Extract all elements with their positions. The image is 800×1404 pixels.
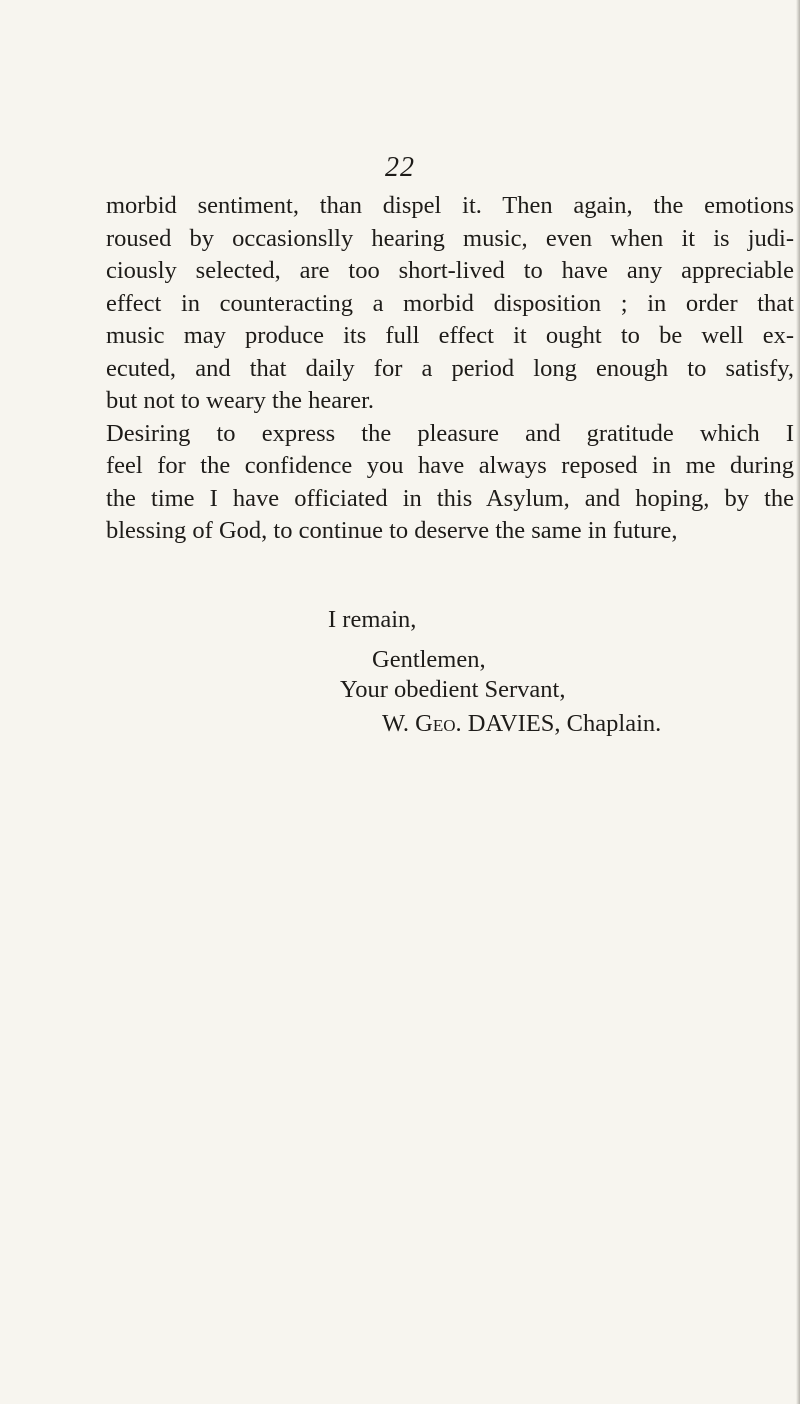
signature-initial: W.	[382, 710, 410, 737]
text-line: music may produce its full effect it ought to be well ex-	[106, 322, 794, 349]
paragraph-2	[106, 418, 794, 548]
body-text	[106, 190, 794, 548]
text-line: morbid sentiment, than dispel it. Then again, the emotions	[106, 192, 794, 219]
paragraph-1	[106, 190, 794, 418]
closing-salutation: Gentlemen,	[372, 646, 486, 673]
text-line: Desiring to express the pleasure and gratitude which I	[106, 419, 794, 447]
signature-name: DAVIES, Chaplain.	[467, 710, 662, 737]
closing-servant: Your obedient Servant,	[340, 676, 566, 703]
signature	[382, 710, 661, 738]
text-line: ecuted, and that daily for a period long enough to satisfy,	[106, 354, 794, 382]
text-line: the time I have officiated in this Asylum, and hoping, by the	[106, 484, 794, 512]
text-line: effect in counteracting a morbid disposition ; in order that	[106, 289, 794, 317]
text-line: roused by occasionslly hearing music, even when it is judi-	[106, 224, 794, 252]
text-line: blessing of God, to continue to deserve the same in future,	[106, 517, 678, 544]
text-line: but not to weary the hearer.	[106, 387, 375, 414]
page-number: 22	[385, 152, 415, 183]
text-line: ciously selected, are too short-lived to have any appreciable	[106, 257, 794, 284]
text-line: feel for the confidence you have always reposed in me during	[106, 452, 794, 479]
page-edge-shadow	[796, 0, 800, 1404]
signature-geo: Geo.	[415, 710, 462, 737]
closing-remain: I remain,	[328, 606, 417, 633]
